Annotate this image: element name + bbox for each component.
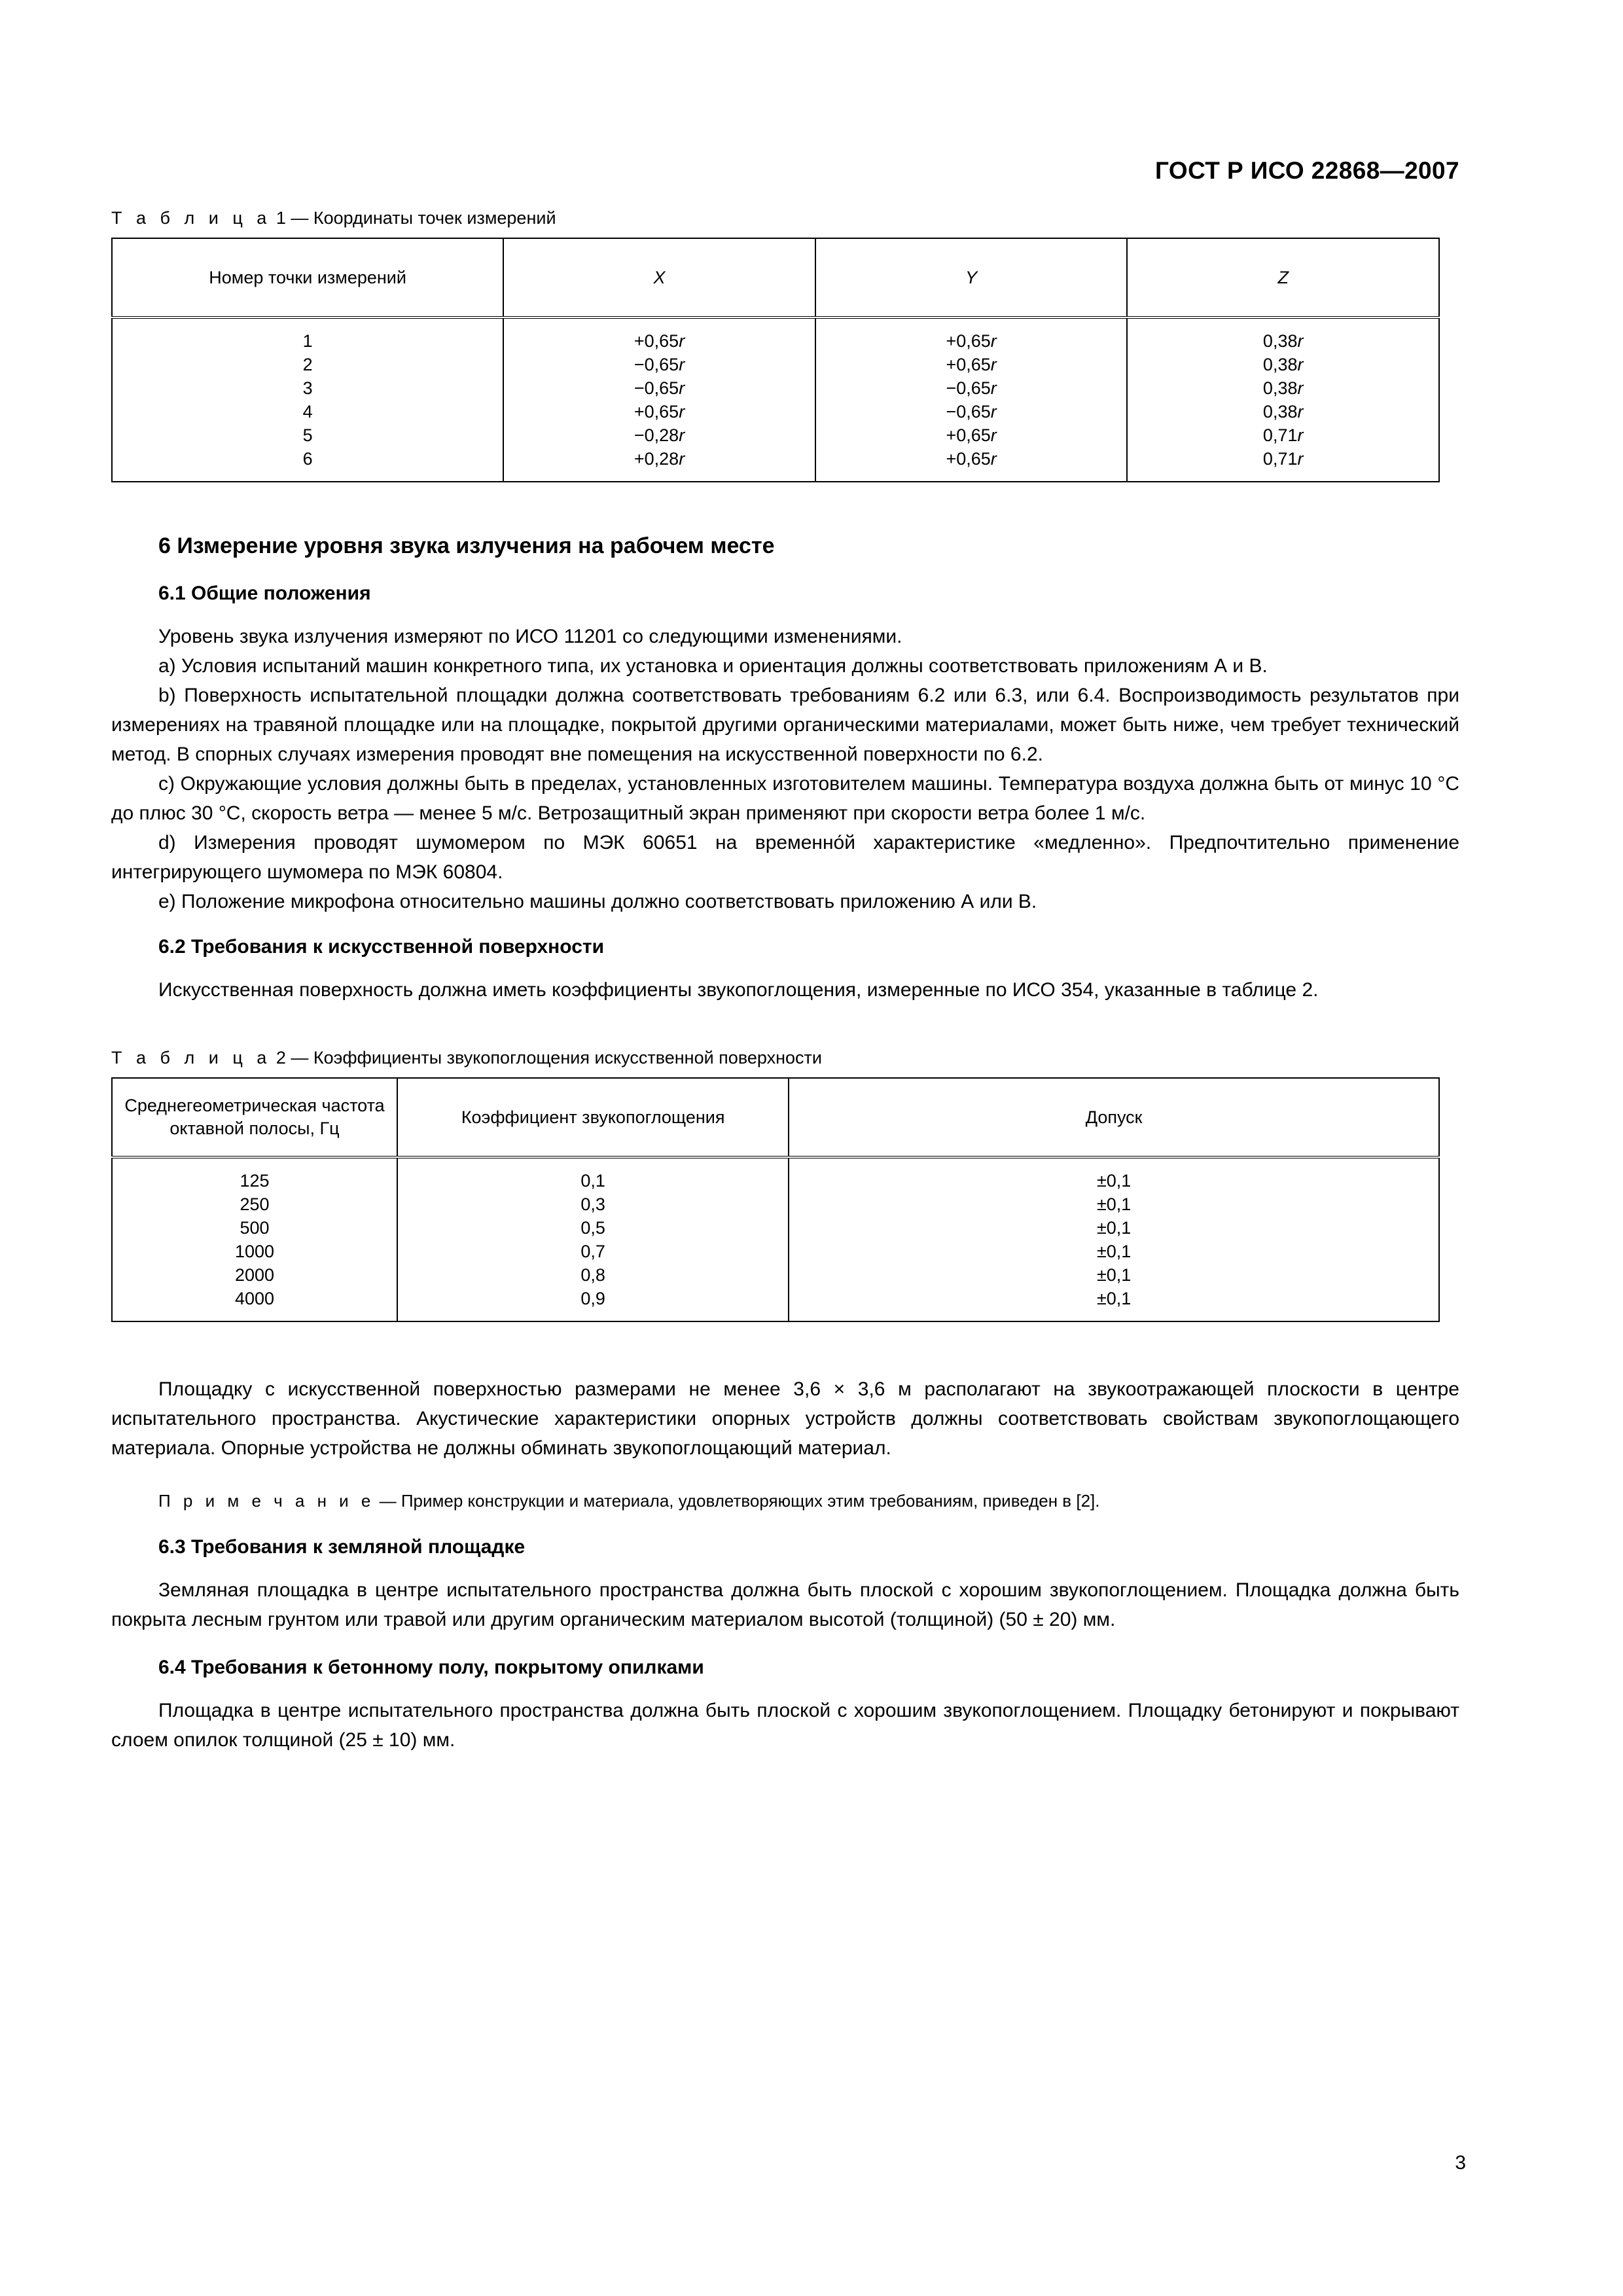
note-text: Пример конструкции и материала, удовлетворяющих этим требованиям, приведен в [2]. xyxy=(401,1491,1100,1511)
table2-cell: 500 xyxy=(112,1216,397,1240)
section-6-2-paragraph-1: Искусственная поверхность должна иметь коэффициенты звукопоглощения, измеренные по ИСО 354, указанные в таблице 2. xyxy=(158,979,1319,1001)
page-header-standard-number: ГОСТ Р ИСО 22868—2007 xyxy=(1155,157,1459,184)
table1-cell: +0,65r xyxy=(503,400,815,423)
table2-cell: 0,5 xyxy=(397,1216,789,1240)
table1-cell: 0,71r xyxy=(1127,423,1439,447)
table-row xyxy=(112,1263,1439,1287)
section-6-4-paragraph-1: Площадка в центре испытательного пространства должна быть плоской с хорошим звукопоглощением. Площадку бетонируют и покрывают слоем опилок толщиной (25 ± 10) мм. xyxy=(111,1700,1459,1751)
table1-caption xyxy=(111,208,1459,228)
table2-cell: 0,1 xyxy=(397,1157,789,1193)
table2-caption-title: Коэффициенты звукопоглощения искусственной поверхности xyxy=(313,1048,822,1067)
table1-col-y: Y xyxy=(815,238,1128,317)
table-measurement-point-coordinates xyxy=(111,238,1440,482)
table2-col-octave-band-frequency: Среднегеометрическая частота октавной полосы, Гц xyxy=(112,1078,397,1157)
table1-cell: −0,65r xyxy=(503,353,815,376)
table2-cell: 4000 xyxy=(112,1287,397,1321)
table2-caption-number: 2 xyxy=(276,1048,286,1067)
table1-cell: −0,65r xyxy=(815,376,1128,400)
section-6-heading: 6 Измерение уровня звука излучения на рабочем месте xyxy=(158,533,775,558)
note-dash: — xyxy=(374,1491,401,1511)
table2-cell: ±0,1 xyxy=(789,1216,1439,1240)
table-row xyxy=(112,423,1439,447)
table2-cell: ±0,1 xyxy=(789,1287,1439,1321)
section-6-1-item-d: d) Измерения проводят шумомером по МЭК 60651 на временно́й характеристике «медленно». Предпочтительно применение интегрирующего шумомера по МЭК 60804. xyxy=(111,832,1459,883)
table1-cell: 0,38r xyxy=(1127,317,1439,353)
section-6-1-item-c: c) Окружающие условия должны быть в пределах, установленных изготовителем машины. Температура воздуха должна быть от минус 10 °C до плюс 30 °C, скорость ветра — менее 5 м/с. Ветрозащитный экран применяют при скорости ветра более 1 м/с. xyxy=(111,773,1459,824)
table2-cell: 1000 xyxy=(112,1240,397,1263)
table1-caption-title: Координаты точек измерений xyxy=(313,208,556,228)
table2-cell: 0,9 xyxy=(397,1287,789,1321)
section-6-2-paragraph-2: Площадку с искусственной поверхностью размерами не менее 3,6 × 3,6 м располагают на звукоотражающей плоскости в центре испытательного пространства. Акустические характеристики опорных устройств должны соответствовать свойствам звукопоглощающего материала. Опорные устройства не должны обминать звукопоглощающий материал. xyxy=(111,1378,1459,1459)
table1-cell: +0,65r xyxy=(815,423,1128,447)
page-content xyxy=(111,0,1459,1755)
table1-cell: −0,65r xyxy=(503,376,815,400)
table-row xyxy=(112,1287,1439,1321)
table1-cell: 4 xyxy=(112,400,503,423)
table2-cell: ±0,1 xyxy=(789,1240,1439,1263)
table1-cell: 1 xyxy=(112,317,503,353)
table2-cell: ±0,1 xyxy=(789,1157,1439,1193)
section-6-1-intro: Уровень звука излучения измеряют по ИСО 11201 со следующими изменениями. xyxy=(158,626,902,647)
table2-cell: ±0,1 xyxy=(789,1193,1439,1216)
table1-cell: 0,38r xyxy=(1127,353,1439,376)
section-6-3-paragraph-1: Земляная площадка в центре испытательного пространства должна быть плоской с хорошим звукопоглощением. Площадка должна быть покрыта лесным грунтом или травой или другим органическим материалом высотой (толщиной) (50 ± 20) мм. xyxy=(111,1579,1459,1630)
table-row xyxy=(112,376,1439,400)
section-6-2-note xyxy=(111,1488,1459,1514)
section-6-2-heading: 6.2 Требования к искусственной поверхности xyxy=(158,936,605,958)
table2-cell: 0,3 xyxy=(397,1193,789,1216)
table1-cell: 5 xyxy=(112,423,503,447)
table-row xyxy=(112,1157,1439,1193)
page-number: 3 xyxy=(1455,2152,1466,2174)
table1-cell: +0,65r xyxy=(503,317,815,353)
table1-cell: 0,38r xyxy=(1127,376,1439,400)
table1-cell: +0,28r xyxy=(503,447,815,482)
table2-cell: 250 xyxy=(112,1193,397,1216)
table2-body xyxy=(112,1157,1439,1321)
section-6-1-item-e: e) Положение микрофона относительно машины должно соответствовать приложению А или В. xyxy=(158,891,1037,912)
table-sound-absorption-coefficients xyxy=(111,1077,1440,1322)
table-row xyxy=(112,1240,1439,1263)
table1-col-x: X xyxy=(503,238,815,317)
table1-body xyxy=(112,317,1439,482)
table1-cell: +0,65r xyxy=(815,447,1128,482)
table2-cell: 0,8 xyxy=(397,1263,789,1287)
table1-caption-label: Т а б л и ц а xyxy=(111,208,272,228)
table1-cell: 3 xyxy=(112,376,503,400)
table1-cell: +0,65r xyxy=(815,353,1128,376)
section-6-4-heading: 6.4 Требования к бетонному полу, покрытому опилками xyxy=(158,1657,704,1678)
table2-caption-label: Т а б л и ц а xyxy=(111,1048,272,1067)
table1-cell: 0,38r xyxy=(1127,400,1439,423)
table1-cell: 0,71r xyxy=(1127,447,1439,482)
section-6-3-heading: 6.3 Требования к земляной площадке xyxy=(158,1536,526,1558)
table1-col-point-number: Номер точки измерений xyxy=(112,238,503,317)
table1-cell: −0,28r xyxy=(503,423,815,447)
table1-cell: 2 xyxy=(112,353,503,376)
table1-caption-number: 1 xyxy=(276,208,286,228)
table-row xyxy=(112,447,1439,482)
table-row xyxy=(112,353,1439,376)
table2-cell: ±0,1 xyxy=(789,1263,1439,1287)
table2-caption xyxy=(111,1048,1459,1068)
table2-cell: 0,7 xyxy=(397,1240,789,1263)
table1-header-row xyxy=(112,238,1439,317)
table2-cell: 125 xyxy=(112,1157,397,1193)
table2-header-row xyxy=(112,1078,1439,1157)
section-6-1-item-a: a) Условия испытаний машин конкретного типа, их установка и ориентация должны соответствовать приложениям А и В. xyxy=(158,655,1268,677)
table1-cell: 6 xyxy=(112,447,503,482)
table2-caption-dash: — xyxy=(291,1048,309,1067)
table1-cell: −0,65r xyxy=(815,400,1128,423)
section-6-1-heading: 6.1 Общие положения xyxy=(158,583,371,604)
table2-col-tolerance: Допуск xyxy=(789,1078,1439,1157)
table1-caption-dash: — xyxy=(291,208,309,228)
table2-col-absorption-coefficient: Коэффициент звукопоглощения xyxy=(397,1078,789,1157)
note-label: П р и м е ч а н и е xyxy=(158,1491,375,1511)
table-row xyxy=(112,317,1439,353)
table-row xyxy=(112,400,1439,423)
table-row xyxy=(112,1193,1439,1216)
table1-cell: +0,65r xyxy=(815,317,1128,353)
table2-cell: 2000 xyxy=(112,1263,397,1287)
section-6-1-item-b: b) Поверхность испытательной площадки должна соответствовать требованиям 6.2 или 6.3, или 6.4. Воспроизводимость результатов при измерениях на травяной площадке или на площадке, покрытой другими органическими материалами, может быть ниже, чем требует технический метод. В спорных случаях измерения проводят вне помещения на искусственной поверхности по 6.2. xyxy=(111,685,1459,765)
table-row xyxy=(112,1216,1439,1240)
table1-col-z: Z xyxy=(1127,238,1439,317)
